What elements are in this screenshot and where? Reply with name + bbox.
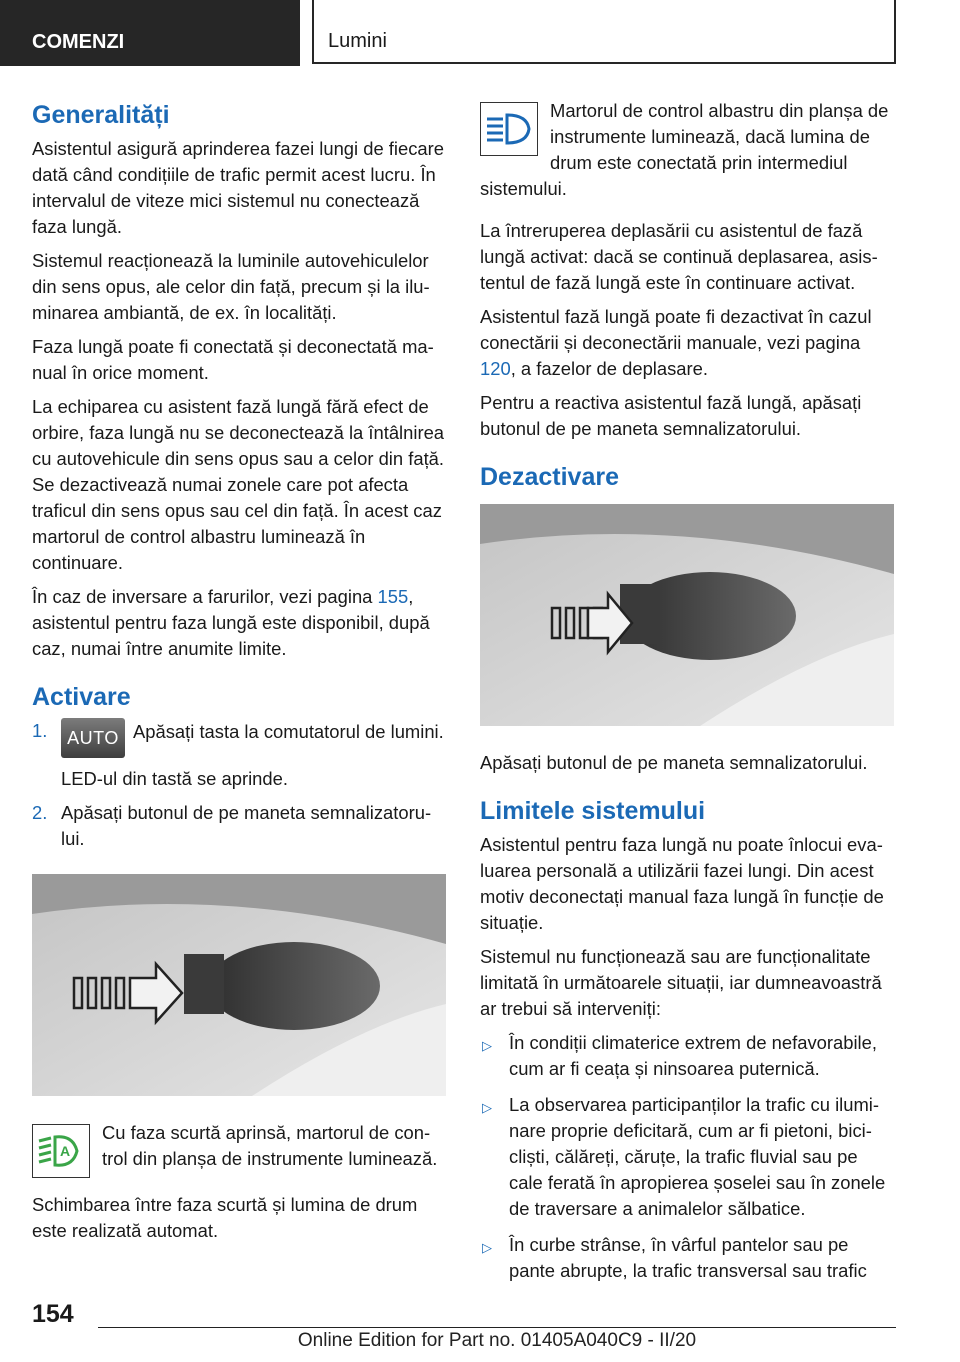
paragraph: La echiparea cu asistent fază lungă fără efect de orbire, faza lungă nu se deconectează la întâlnirea cu autovehicule din sens opus sau a celor din față. Se dezactivează numai zonele care pot afecta traficul din sens opus sau cel din față. În acest caz martorul de control albastru luminează în continuare.	[32, 396, 445, 573]
high-beam-indicator-icon	[480, 102, 538, 156]
text: , asistentul pentru faza lungă este disponibil, după caz, numai între anumite limite.	[32, 586, 430, 659]
paragraph: Martorul de control albastru din planșa de instrumente luminează, dacă lumina de drum este conectată prin intermediul sistemului.	[480, 100, 889, 199]
footer-edition: Online Edition for Part no. 01405A040C9 - II/20	[297, 1330, 697, 1351]
page-number: 154	[32, 1300, 74, 1328]
left-column	[32, 98, 446, 1252]
low-beam-assistant-icon	[32, 1124, 90, 1178]
step-number: 2.	[32, 802, 48, 823]
step-text: Apăsați tasta la comutatorul de lumini.	[133, 721, 444, 742]
paragraph: Asistentul pentru faza lungă nu poate înlocui evaluarea personală a utilizării fazei lungi. Din acest motiv deconectați manual faza lungă în funcție de situație.	[480, 834, 884, 933]
step-text: Apăsați butonul de pe maneta semnalizatorului.	[61, 802, 432, 849]
list-item-text: La observarea participanților la trafic cu iluminare proprie deficitară, cum ar fi pietoni, bicicliști, călăreți, căruțe, la trafic fluvial sau pe cale ferată în apropierea șoselei sau în zonele de traversare a animalelor sălbatice.	[509, 1094, 886, 1219]
limitations-list	[480, 1030, 894, 1284]
auto-button-icon: AUTO	[61, 718, 125, 758]
right-column	[480, 98, 894, 1294]
low-beam-indicator-note	[32, 1120, 446, 1182]
step-item	[32, 800, 446, 852]
text: În caz de inversare a farurilor, vezi pagina	[32, 586, 378, 607]
high-beam-indicator-note	[480, 98, 894, 210]
paragraph: Sistemul reacționează la luminile autovehiculelor din sens opus, ale celor din față, precum și la iluminarea ambiantă, de ex. în localități.	[32, 250, 430, 323]
paragraph: Schimbarea între faza scurtă și lumina de drum este realizată automat.	[32, 1194, 418, 1241]
paragraph-page-ref	[480, 304, 894, 382]
paragraph: Pentru a reactiva asistentul fază lungă, apăsați butonul de pe maneta semnalizatorului.	[480, 392, 862, 439]
paragraph: Apăsați butonul de pe maneta semnalizatorului.	[480, 752, 868, 773]
list-item	[480, 1030, 894, 1082]
section-tab: COMENZI	[0, 0, 300, 66]
heading-activare: Activare	[32, 683, 131, 711]
heading-general: Generalități	[32, 101, 170, 129]
list-item	[480, 1092, 894, 1222]
step-number: 1.	[32, 720, 48, 741]
list-item-text: În condiții climaterice extrem de nefavorabile, cum ar fi ceața și ninsoarea puternică.	[509, 1032, 877, 1079]
svg-text:A: A	[60, 1143, 71, 1159]
page-link-155[interactable]: 155	[377, 586, 409, 607]
page-link-120[interactable]: 120	[480, 358, 511, 379]
list-item	[480, 1232, 894, 1284]
heading-limite: Limitele sistemului	[480, 797, 706, 825]
paragraph: Cu faza scurtă aprinsă, martorul de control din planșa de instrumente luminează.	[102, 1122, 438, 1169]
step-item	[32, 718, 446, 792]
triangle-bullet-icon: ▷	[482, 1240, 492, 1255]
triangle-bullet-icon: ▷	[482, 1038, 492, 1053]
step-subtext: LED-ul din tastă se aprinde.	[61, 768, 288, 789]
paragraph: Sistemul nu funcționează sau are funcționalitate limitată în următoarele situații, iar dumneavoastră ar trebui să interveniți:	[480, 946, 882, 1019]
chapter-tab: Lumini	[312, 0, 896, 64]
heading-dezactivare: Dezactivare	[480, 463, 619, 491]
steps-list	[32, 718, 446, 852]
text: Asistentul fază lungă poate fi dezactivat în cazul conectării și deconectării manuale, vezi pagina	[480, 306, 872, 353]
turn-signal-stalk-photo	[480, 504, 894, 726]
footer-divider	[98, 1327, 896, 1328]
turn-signal-stalk-photo	[32, 874, 446, 1096]
paragraph: Faza lungă poate fi conectată și deconectată manual în orice moment.	[32, 336, 434, 383]
paragraph-page-ref	[32, 584, 446, 662]
text: , a fazelor de deplasare.	[510, 358, 709, 379]
paragraph: Asistentul asigură aprinderea fazei lungi de fiecare dată când condițiile de trafic permit acest lucru. În intervalul de viteze mici sistemul nu conectează faza lungă.	[32, 138, 444, 237]
triangle-bullet-icon: ▷	[482, 1100, 492, 1115]
list-item-text: În curbe strânse, în vârful pantelor sau pe pante abrupte, la trafic transversal sau trafic	[509, 1234, 867, 1281]
paragraph: La întreruperea deplasării cu asistentul de fază lungă activat: dacă se continuă deplasarea, asistentul de fază lungă este în continuare activat.	[480, 220, 878, 293]
